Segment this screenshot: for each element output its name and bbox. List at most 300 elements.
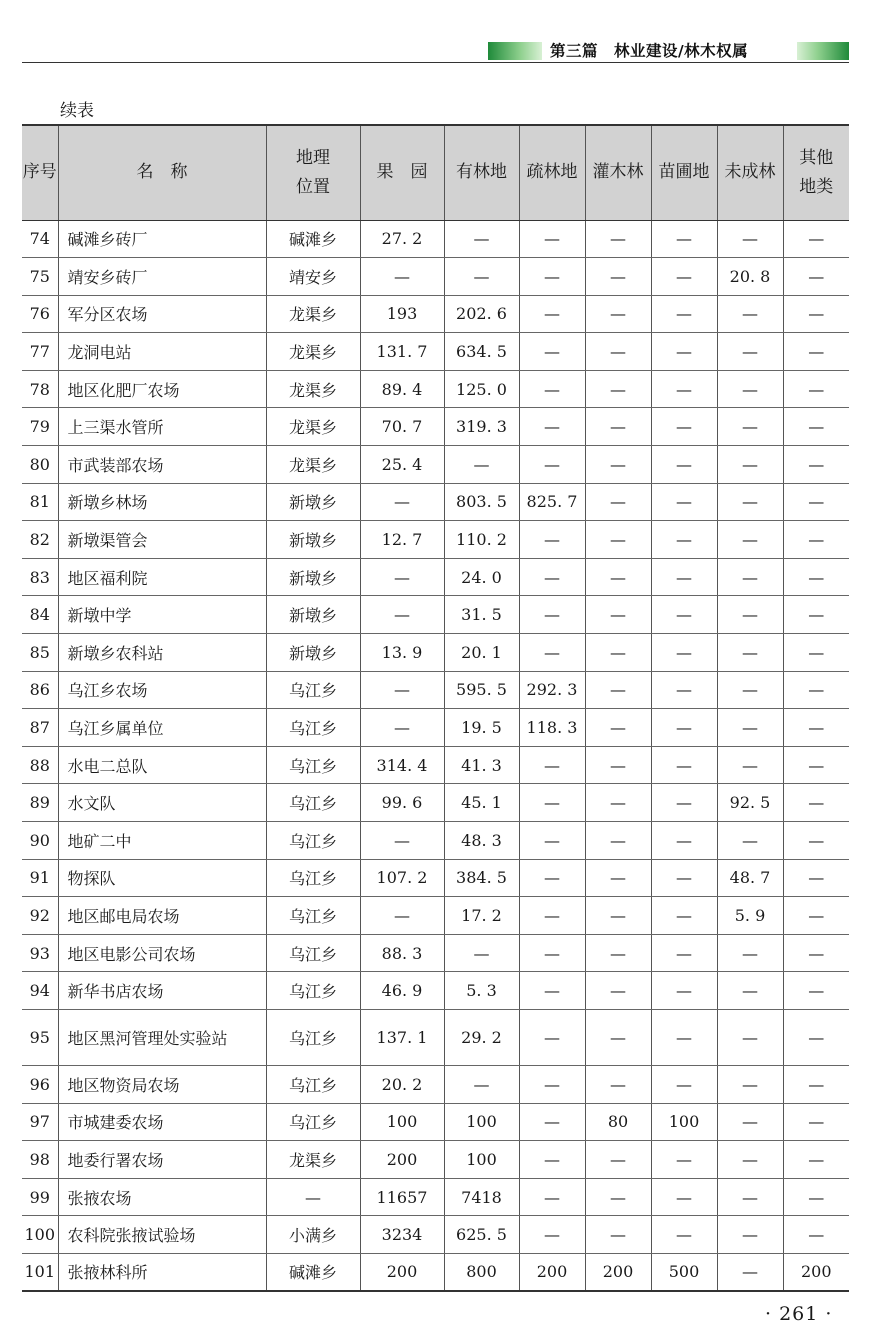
shrubland: — [585, 1065, 651, 1103]
table-row [22, 1103, 849, 1141]
row-index: 88 [22, 746, 58, 784]
nursery: — [651, 483, 717, 521]
forest-land: 125. 0 [444, 370, 519, 408]
forest-land: 31. 5 [444, 596, 519, 634]
row-index: 98 [22, 1141, 58, 1179]
immature-forest: — [717, 671, 783, 709]
location: — [266, 1178, 360, 1216]
table-row [22, 1253, 849, 1291]
orchard: — [360, 483, 444, 521]
orchard: 46. 9 [360, 972, 444, 1010]
running-header [0, 40, 871, 64]
nursery: — [651, 934, 717, 972]
other-land: — [783, 634, 849, 672]
immature-forest: — [717, 1141, 783, 1179]
table-row [22, 934, 849, 972]
orchard: — [360, 596, 444, 634]
location: 新墩乡 [266, 596, 360, 634]
unit-name: 地区物资局农场 [58, 1065, 266, 1103]
shrubland: — [585, 709, 651, 747]
nursery: — [651, 972, 717, 1010]
row-index: 95 [22, 1009, 58, 1065]
sparse-forest: — [519, 1009, 585, 1065]
forest-land: 48. 3 [444, 822, 519, 860]
table-row [22, 709, 849, 747]
sparse-forest: — [519, 1065, 585, 1103]
sparse-forest: — [519, 558, 585, 596]
unit-name: 龙洞电站 [58, 333, 266, 371]
other-land: — [783, 746, 849, 784]
sparse-forest: — [519, 746, 585, 784]
column-header-other-land: 其他 地类 [783, 125, 849, 220]
location: 乌江乡 [266, 1103, 360, 1141]
orchard: — [360, 258, 444, 296]
nursery: — [651, 1065, 717, 1103]
immature-forest: — [717, 1216, 783, 1254]
unit-name: 靖安乡砖厂 [58, 258, 266, 296]
column-header-sparse-forest: 疏林地 [519, 125, 585, 220]
immature-forest: 48. 7 [717, 859, 783, 897]
unit-name: 新墩乡林场 [58, 483, 266, 521]
sparse-forest: — [519, 859, 585, 897]
forest-land: 45. 1 [444, 784, 519, 822]
forest-land: 29. 2 [444, 1009, 519, 1065]
nursery: — [651, 333, 717, 371]
nursery: — [651, 596, 717, 634]
row-index: 82 [22, 521, 58, 559]
shrubland: — [585, 746, 651, 784]
row-index: 81 [22, 483, 58, 521]
immature-forest: 92. 5 [717, 784, 783, 822]
orchard: 99. 6 [360, 784, 444, 822]
other-land: — [783, 784, 849, 822]
other-land: — [783, 671, 849, 709]
row-index: 99 [22, 1178, 58, 1216]
location: 新墩乡 [266, 483, 360, 521]
orchard: 131. 7 [360, 333, 444, 371]
sparse-forest: — [519, 822, 585, 860]
orchard: 137. 1 [360, 1009, 444, 1065]
immature-forest: — [717, 333, 783, 371]
forest-land: 595. 5 [444, 671, 519, 709]
nursery: — [651, 220, 717, 258]
sparse-forest: — [519, 333, 585, 371]
table-row [22, 746, 849, 784]
sparse-forest: 825. 7 [519, 483, 585, 521]
nursery: — [651, 784, 717, 822]
table-row [22, 558, 849, 596]
nursery: — [651, 1178, 717, 1216]
row-index: 94 [22, 972, 58, 1010]
location: 龙渠乡 [266, 408, 360, 446]
shrubland: — [585, 295, 651, 333]
location: 碱滩乡 [266, 220, 360, 258]
nursery: — [651, 746, 717, 784]
unit-name: 军分区农场 [58, 295, 266, 333]
immature-forest: — [717, 446, 783, 484]
unit-name: 地区黑河管理处实验站 [58, 1009, 266, 1065]
immature-forest: — [717, 1103, 783, 1141]
table-row [22, 1216, 849, 1254]
forest-land: — [444, 934, 519, 972]
forest-land: 803. 5 [444, 483, 519, 521]
header-gradient-left [488, 42, 542, 60]
shrubland: — [585, 258, 651, 296]
orchard: — [360, 709, 444, 747]
immature-forest: — [717, 370, 783, 408]
unit-name: 新墩乡农科站 [58, 634, 266, 672]
orchard: — [360, 671, 444, 709]
immature-forest: — [717, 972, 783, 1010]
forest-land: 41. 3 [444, 746, 519, 784]
forest-land: 202. 6 [444, 295, 519, 333]
row-index: 77 [22, 333, 58, 371]
row-index: 84 [22, 596, 58, 634]
other-land: — [783, 897, 849, 935]
other-land: — [783, 934, 849, 972]
shrubland: — [585, 1141, 651, 1179]
other-land: — [783, 1065, 849, 1103]
column-header-immature-forest: 未成林 [717, 125, 783, 220]
immature-forest: — [717, 521, 783, 559]
orchard: 27. 2 [360, 220, 444, 258]
forest-land: 319. 3 [444, 408, 519, 446]
column-header-orchard: 果 园 [360, 125, 444, 220]
table-header-row [22, 125, 849, 220]
orchard: 13. 9 [360, 634, 444, 672]
location: 靖安乡 [266, 258, 360, 296]
unit-name: 地矿二中 [58, 822, 266, 860]
nursery: 500 [651, 1253, 717, 1291]
sparse-forest: — [519, 634, 585, 672]
row-index: 80 [22, 446, 58, 484]
sparse-forest: — [519, 784, 585, 822]
unit-name: 地区电影公司农场 [58, 934, 266, 972]
table-row [22, 1141, 849, 1179]
sparse-forest: — [519, 897, 585, 935]
nursery: — [651, 1009, 717, 1065]
forest-land: 24. 0 [444, 558, 519, 596]
other-land: — [783, 709, 849, 747]
shrubland: — [585, 934, 651, 972]
row-index: 74 [22, 220, 58, 258]
orchard: 89. 4 [360, 370, 444, 408]
unit-name: 地委行署农场 [58, 1141, 266, 1179]
shrubland: — [585, 972, 651, 1010]
shrubland: — [585, 596, 651, 634]
table-row [22, 408, 849, 446]
immature-forest: — [717, 634, 783, 672]
orchard: 25. 4 [360, 446, 444, 484]
orchard: 88. 3 [360, 934, 444, 972]
table-body [22, 220, 849, 1291]
other-land: — [783, 521, 849, 559]
other-land: — [783, 1178, 849, 1216]
row-index: 96 [22, 1065, 58, 1103]
orchard: — [360, 822, 444, 860]
table-row [22, 1065, 849, 1103]
nursery: — [651, 1216, 717, 1254]
immature-forest: — [717, 408, 783, 446]
immature-forest: — [717, 295, 783, 333]
sparse-forest: — [519, 1103, 585, 1141]
other-land: — [783, 972, 849, 1010]
forest-land: 17. 2 [444, 897, 519, 935]
forest-land-table [22, 124, 849, 1292]
location: 龙渠乡 [266, 1141, 360, 1179]
shrubland: 200 [585, 1253, 651, 1291]
immature-forest: — [717, 483, 783, 521]
unit-name: 水文队 [58, 784, 266, 822]
unit-name: 乌江乡属单位 [58, 709, 266, 747]
shrubland: — [585, 822, 651, 860]
shrubland: — [585, 634, 651, 672]
unit-name: 张掖农场 [58, 1178, 266, 1216]
other-land: 200 [783, 1253, 849, 1291]
forest-land: 800 [444, 1253, 519, 1291]
nursery: — [651, 558, 717, 596]
location: 乌江乡 [266, 671, 360, 709]
other-land: — [783, 1216, 849, 1254]
header-rule [22, 62, 849, 63]
unit-name: 乌江乡农场 [58, 671, 266, 709]
immature-forest: 5. 9 [717, 897, 783, 935]
location: 新墩乡 [266, 558, 360, 596]
location: 龙渠乡 [266, 446, 360, 484]
location: 乌江乡 [266, 972, 360, 1010]
location: 乌江乡 [266, 934, 360, 972]
orchard: — [360, 897, 444, 935]
sparse-forest: — [519, 934, 585, 972]
shrubland: — [585, 220, 651, 258]
table-row [22, 295, 849, 333]
other-land: — [783, 408, 849, 446]
sparse-forest: — [519, 596, 585, 634]
forest-land: 19. 5 [444, 709, 519, 747]
immature-forest: — [717, 1065, 783, 1103]
nursery: — [651, 408, 717, 446]
table-row [22, 859, 849, 897]
row-index: 79 [22, 408, 58, 446]
table-row [22, 897, 849, 935]
shrubland: — [585, 1009, 651, 1065]
row-index: 83 [22, 558, 58, 596]
unit-name: 地区化肥厂农场 [58, 370, 266, 408]
row-index: 101 [22, 1253, 58, 1291]
sparse-forest: — [519, 446, 585, 484]
location: 乌江乡 [266, 709, 360, 747]
sparse-forest: — [519, 295, 585, 333]
forest-land: 7418 [444, 1178, 519, 1216]
other-land: — [783, 1103, 849, 1141]
column-header-nursery: 苗圃地 [651, 125, 717, 220]
location: 乌江乡 [266, 897, 360, 935]
other-land: — [783, 295, 849, 333]
row-index: 91 [22, 859, 58, 897]
sparse-forest: — [519, 258, 585, 296]
orchard: 12. 7 [360, 521, 444, 559]
shrubland: — [585, 408, 651, 446]
shrubland: — [585, 897, 651, 935]
other-land: — [783, 446, 849, 484]
shrubland: — [585, 370, 651, 408]
column-header-location: 地理 位置 [266, 125, 360, 220]
sparse-forest: — [519, 220, 585, 258]
forest-land: 634. 5 [444, 333, 519, 371]
location: 乌江乡 [266, 859, 360, 897]
shrubland: — [585, 333, 651, 371]
shrubland: — [585, 521, 651, 559]
table-row [22, 1009, 849, 1065]
forest-land: 384. 5 [444, 859, 519, 897]
unit-name: 碱滩乡砖厂 [58, 220, 266, 258]
other-land: — [783, 370, 849, 408]
unit-name: 地区邮电局农场 [58, 897, 266, 935]
immature-forest: — [717, 220, 783, 258]
table-row [22, 483, 849, 521]
forest-land: — [444, 1065, 519, 1103]
immature-forest: — [717, 558, 783, 596]
shrubland: — [585, 859, 651, 897]
shrubland: — [585, 1178, 651, 1216]
orchard: 193 [360, 295, 444, 333]
nursery: — [651, 295, 717, 333]
other-land: — [783, 483, 849, 521]
sparse-forest: 118. 3 [519, 709, 585, 747]
shrubland: — [585, 1216, 651, 1254]
unit-name: 物探队 [58, 859, 266, 897]
immature-forest: — [717, 822, 783, 860]
column-header-name: 名 称 [58, 125, 266, 220]
nursery: — [651, 859, 717, 897]
nursery: — [651, 258, 717, 296]
sparse-forest: — [519, 1216, 585, 1254]
location: 乌江乡 [266, 1009, 360, 1065]
immature-forest: 20. 8 [717, 258, 783, 296]
orchard: 11657 [360, 1178, 444, 1216]
unit-name: 新墩渠管会 [58, 521, 266, 559]
column-header-shrubland: 灌木林 [585, 125, 651, 220]
other-land: — [783, 1141, 849, 1179]
table-row [22, 370, 849, 408]
unit-name: 农科院张掖试验场 [58, 1216, 266, 1254]
page-number: · 261 · [765, 1303, 833, 1325]
nursery: — [651, 671, 717, 709]
header-gradient-right [797, 42, 849, 60]
forest-land: 100 [444, 1141, 519, 1179]
location: 碱滩乡 [266, 1253, 360, 1291]
sparse-forest: — [519, 408, 585, 446]
location: 乌江乡 [266, 784, 360, 822]
location: 乌江乡 [266, 746, 360, 784]
forest-land: — [444, 258, 519, 296]
shrubland: — [585, 483, 651, 521]
location: 新墩乡 [266, 634, 360, 672]
row-index: 97 [22, 1103, 58, 1141]
location: 龙渠乡 [266, 370, 360, 408]
table-row [22, 333, 849, 371]
nursery: — [651, 446, 717, 484]
row-index: 75 [22, 258, 58, 296]
row-index: 89 [22, 784, 58, 822]
location: 乌江乡 [266, 822, 360, 860]
other-land: — [783, 258, 849, 296]
sparse-forest: 200 [519, 1253, 585, 1291]
other-land: — [783, 822, 849, 860]
shrubland: — [585, 558, 651, 596]
table-row [22, 1178, 849, 1216]
forest-land: — [444, 220, 519, 258]
sparse-forest: — [519, 370, 585, 408]
location: 新墩乡 [266, 521, 360, 559]
row-index: 78 [22, 370, 58, 408]
row-index: 100 [22, 1216, 58, 1254]
nursery: — [651, 897, 717, 935]
row-index: 87 [22, 709, 58, 747]
other-land: — [783, 1009, 849, 1065]
shrubland: 80 [585, 1103, 651, 1141]
table-row [22, 784, 849, 822]
immature-forest: — [717, 709, 783, 747]
table-row [22, 446, 849, 484]
forest-land: 625. 5 [444, 1216, 519, 1254]
row-index: 93 [22, 934, 58, 972]
table-row [22, 596, 849, 634]
forest-land: — [444, 446, 519, 484]
immature-forest: — [717, 1178, 783, 1216]
location: 龙渠乡 [266, 333, 360, 371]
immature-forest: — [717, 1253, 783, 1291]
shrubland: — [585, 784, 651, 822]
orchard: 3234 [360, 1216, 444, 1254]
unit-name: 新墩中学 [58, 596, 266, 634]
unit-name: 上三渠水管所 [58, 408, 266, 446]
location: 小满乡 [266, 1216, 360, 1254]
shrubland: — [585, 671, 651, 709]
orchard: 20. 2 [360, 1065, 444, 1103]
unit-name: 市城建委农场 [58, 1103, 266, 1141]
orchard: 314. 4 [360, 746, 444, 784]
immature-forest: — [717, 1009, 783, 1065]
column-header-index: 序号 [22, 125, 58, 220]
table-row [22, 634, 849, 672]
sparse-forest: — [519, 521, 585, 559]
nursery: — [651, 709, 717, 747]
other-land: — [783, 558, 849, 596]
shrubland: — [585, 446, 651, 484]
table-row [22, 258, 849, 296]
immature-forest: — [717, 596, 783, 634]
location: 乌江乡 [266, 1065, 360, 1103]
sparse-forest: — [519, 972, 585, 1010]
other-land: — [783, 220, 849, 258]
unit-name: 张掖林科所 [58, 1253, 266, 1291]
table-row [22, 220, 849, 258]
nursery: 100 [651, 1103, 717, 1141]
nursery: — [651, 521, 717, 559]
table-row [22, 822, 849, 860]
orchard: 107. 2 [360, 859, 444, 897]
forest-land: 5. 3 [444, 972, 519, 1010]
row-index: 90 [22, 822, 58, 860]
other-land: — [783, 859, 849, 897]
forest-land: 110. 2 [444, 521, 519, 559]
orchard: 100 [360, 1103, 444, 1141]
location: 龙渠乡 [266, 295, 360, 333]
other-land: — [783, 596, 849, 634]
unit-name: 地区福利院 [58, 558, 266, 596]
other-land: — [783, 333, 849, 371]
